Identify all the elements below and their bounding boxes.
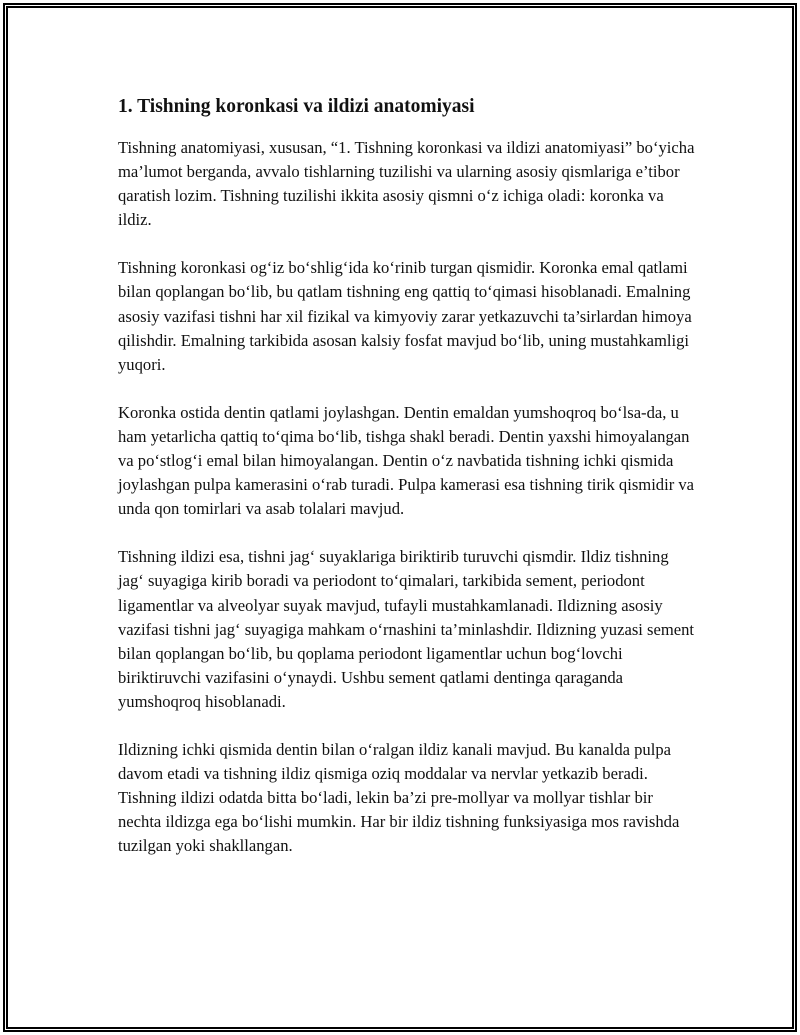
paragraph-5: Ildizning ichki qismida dentin bilan o‘ralgan ildiz kanali mavjud. Bu kanalda pulpa davom etadi va tishning ildiz qismiga oziq moddalar va nervlar yetkazib beradi. Tishning ildizi odatda bitta bo‘ladi, lekin ba’zi pre-mollyar va mollyar tishlar bir nechta ildizga ega bo‘lishi mumkin. Har bir ildiz tishning funksiyasiga mos ravishda tuzilgan yoki shakllangan. [118,739,680,856]
paragraph-2: Tishning koronkasi og‘iz bo‘shlig‘ida ko‘rinib turgan qismidir. Koronka emal qatlami bilan qoplangan bo‘lib, bu qatlam tishning eng qattiq to‘qimasi hisoblanadi. Emalning asosiy vazifasi tishni har xil fizikal va kimyoviy zarar yetkazuvchi ta’sirlardan himoya qilishdir. Emalning tarkibida asosan kalsiy fosfat mavjud bo‘lib, uning mustahkamligi yuqori. [118,258,692,374]
paragraph-4: Tishning ildizi esa, tishni jag‘ suyaklariga biriktirib turuvchi qismdir. Ildiz tishning jag‘ suyagiga kirib boradi va periodont to‘qimalari, tarkibida sement, periodont ligamentlar va alveolyar suyak mavjud, tufayli mustahkamlanadi. Ildizning asosiy vazifasi tishni jag‘ suyagiga mahkam o‘rnashini ta’minlashdir. Ildizning yuzasi sement bilan qoplangan bo‘lib, bu qoplama periodont ligamentlar uchun bog‘lovchi biriktiruvchi vazifasini o‘ynaydi. Ushbu sement qatlami dentinga qaraganda yumshoqroq hisoblanadi. [118,547,695,711]
section-heading: 1. Tishning koronkasi va ildizi anatomiyasi [118,96,475,117]
paragraph-3: Koronka ostida dentin qatlami joylashgan. Dentin emaldan yumshoqroq bo‘lsa-da, u ham yetarlicha qattiq to‘qima bo‘lib, tishga shakl beradi. Dentin yaxshi himoyalangan va po‘stlog‘i emal bilan himoyalangan. Dentin o‘z navbatida tishning ichki qismida joylashgan pulpa kamerasini o‘rab turadi. Pulpa kamerasi esa tishning tirik qismidir va unda qon tomirlari va asab tolalari mavjud. [118,402,695,519]
document-body [118,92,698,882]
paragraph-1: Tishning anatomiyasi, xususan, “1. Tishning koronkasi va ildizi anatomiyasi” bo‘yicha ma’lumot berganda, avvalo tishlarning tuzilishi va ularning asosiy qismlariga e’tibor qaratish lozim. Tishning tuzilishi ikkita asosiy qismni o‘z ichiga oladi: koronka va ildiz. [118,138,695,230]
